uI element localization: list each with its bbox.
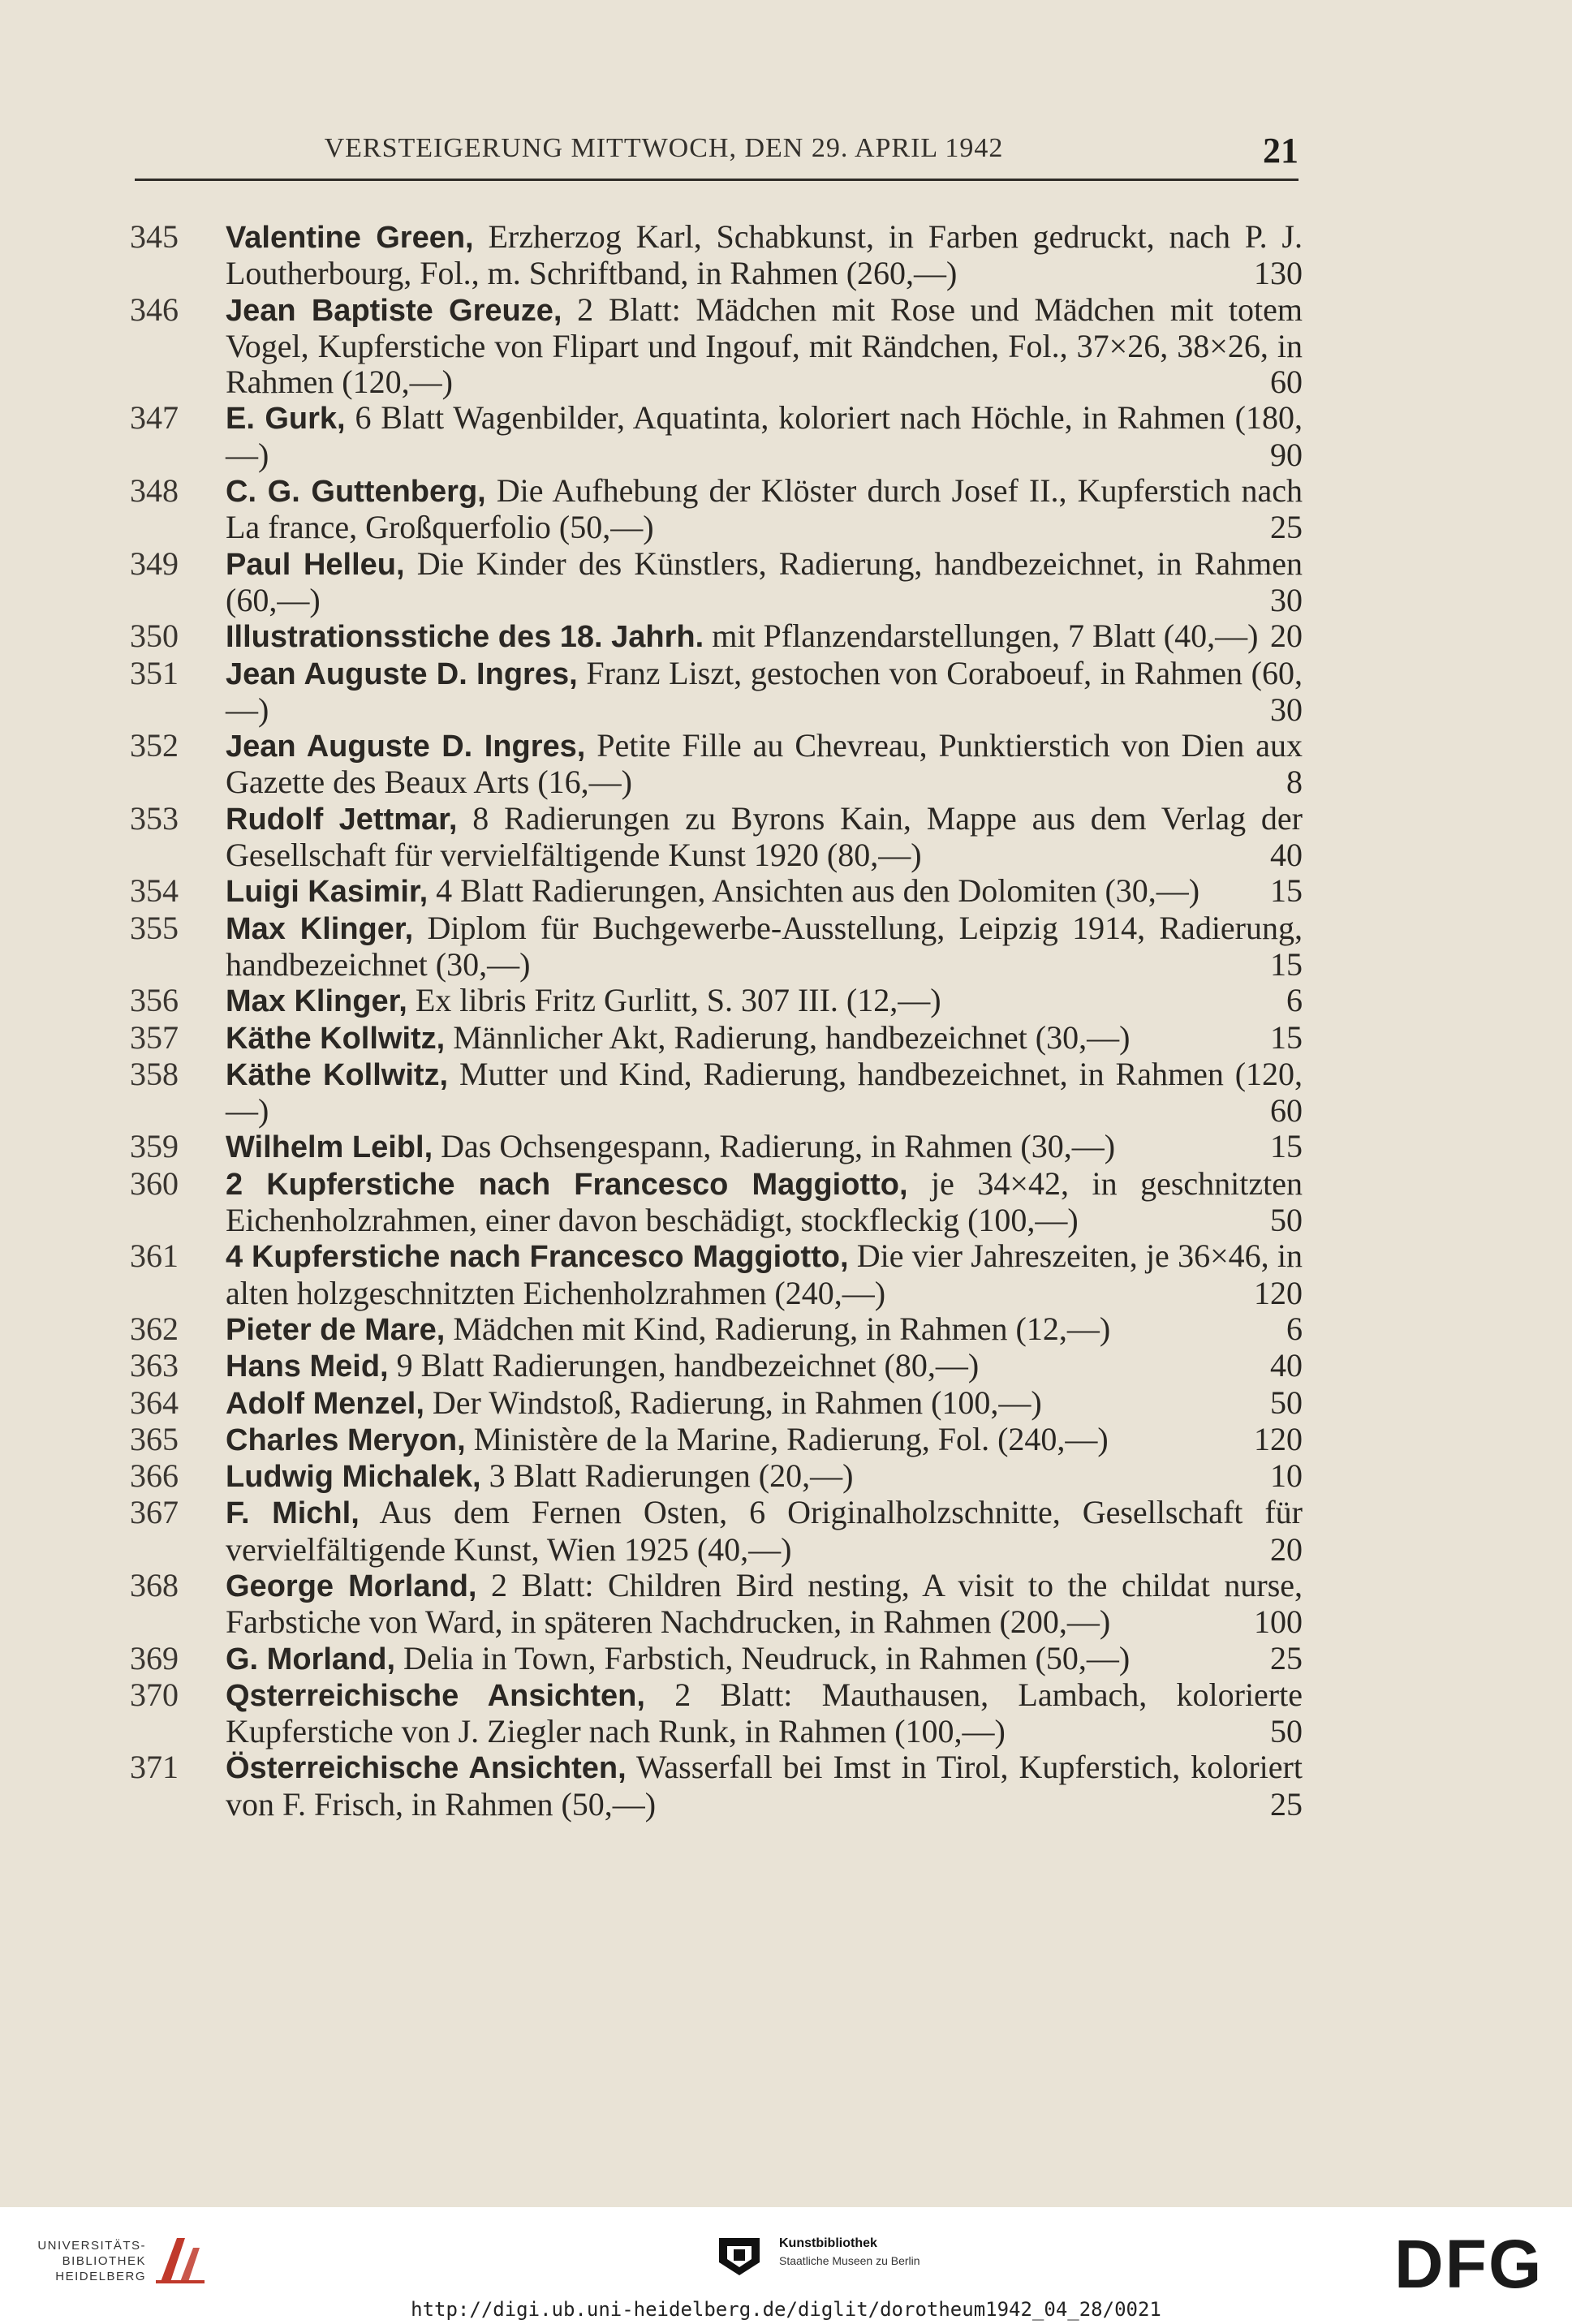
lot-number: 351 (130, 654, 179, 691)
lot-price: 60 (1270, 364, 1303, 401)
artist-name: E. Gurk, (226, 402, 346, 437)
artist-name: Rudolf Jettmar, (226, 802, 458, 837)
lot-description (226, 728, 1303, 801)
lot-price: 6 (1286, 982, 1303, 1019)
page-number: 21 (1263, 131, 1299, 170)
lot-price: 6 (1286, 1310, 1303, 1347)
dfg-logo[interactable]: DFG (1394, 2226, 1544, 2302)
artist-name: Jean Auguste D. Ingres, (226, 729, 586, 764)
footer (0, 2207, 1572, 2324)
lot-number: 356 (130, 982, 179, 1019)
lot-number: 367 (130, 1494, 179, 1531)
artist-name: Qsterreichische Ansichten, (226, 1678, 645, 1713)
lot-details: mit Pflanzendarstellungen, 7 Blatt (40,—) (712, 618, 1259, 655)
lot-details: Franz Liszt, gestochen von Coraboeuf, in Rahmen (60,—) (226, 654, 1303, 728)
kunstbibliothek-name: Kunstbibliothek (779, 2236, 877, 2250)
lot-number: 355 (130, 909, 179, 946)
lot-details: Männlicher Akt, Radierung, handbezeichnet (30,—) (453, 1018, 1131, 1056)
lot-number: 364 (130, 1384, 179, 1421)
lot-details: Ministère de la Marine, Radierung, Fol. (240,—) (473, 1420, 1109, 1457)
catalogue-entry (130, 801, 1303, 874)
lot-number: 349 (130, 544, 179, 582)
lot-price: 25 (1270, 509, 1303, 546)
lot-description (226, 1385, 1303, 1422)
artist-name: Jean Auguste D. Ingres, (226, 656, 578, 691)
lot-details: Das Ochsengespann, Radierung, in Rahmen (30,—) (441, 1128, 1116, 1165)
lot-number: 346 (130, 290, 179, 328)
kunstbibliothek-mark-icon (719, 2238, 760, 2275)
lot-details: 2 Blatt: Mädchen mit Rose und Mädchen mit totem Vogel, Kupferstiche von Flipart und Ingouf, mit Rändchen, Fol., 37×26, 38×26, in Rahmen (120,—) (226, 290, 1303, 401)
catalogue-entry (130, 728, 1303, 801)
university-name: UNIVERSITÄTS- BIBLIOTHEK HEIDELBERG (37, 2239, 146, 2283)
lot-price: 30 (1270, 581, 1303, 618)
lot-description (226, 1166, 1303, 1239)
lot-number: 371 (130, 1749, 179, 1786)
lot-price: 120 (1254, 1420, 1303, 1457)
catalogue-entry (130, 983, 1303, 1019)
kunstbibliothek-logo[interactable] (719, 2230, 1011, 2279)
catalogue-entry (130, 1749, 1303, 1823)
lot-description (226, 1348, 1303, 1384)
lot-price: 40 (1270, 837, 1303, 874)
permalink-url[interactable]: http://digi.ub.uni-heidelberg.de/diglit/dorotheum1942_04_28/0021 (411, 2298, 1161, 2321)
lot-number: 360 (130, 1164, 179, 1202)
catalogue-entry (130, 1238, 1303, 1311)
lot-price: 15 (1270, 1018, 1303, 1056)
catalogue-entry (130, 473, 1303, 546)
lot-description (226, 618, 1303, 655)
catalogue-entry (130, 1166, 1303, 1239)
lot-description (226, 1458, 1303, 1495)
lot-number: 358 (130, 1055, 179, 1092)
artist-name: Max Klinger, (226, 984, 407, 1019)
lot-description (226, 983, 1303, 1019)
lot-description (226, 219, 1303, 292)
lot-price: 15 (1270, 1128, 1303, 1165)
catalogue-list (130, 219, 1303, 1823)
lot-price: 15 (1270, 872, 1303, 910)
lot-number: 353 (130, 799, 179, 837)
artist-name: Illustrationsstiche des 18. Jahrh. (226, 620, 704, 655)
lot-price: 100 (1254, 1603, 1303, 1641)
lot-number: 350 (130, 618, 179, 655)
lot-number: 361 (130, 1237, 179, 1275)
catalogue-entry (130, 292, 1303, 401)
lot-price: 15 (1270, 945, 1303, 983)
lot-description (226, 1238, 1303, 1311)
artist-name: Max Klinger, (226, 911, 414, 946)
catalogue-entry (130, 219, 1303, 292)
lot-details: 4 Blatt Radierungen, Ansichten aus den Dolomiten (30,—) (436, 872, 1200, 910)
artist-name: Wilhelm Leibl, (226, 1130, 433, 1165)
artist-name: George Morland, (226, 1569, 477, 1603)
catalogue-entry (130, 1348, 1303, 1384)
artist-name: Jean Baptiste Greuze, (226, 293, 562, 328)
lot-number: 348 (130, 472, 179, 510)
lot-details: je 34×42, in geschnitzten Eichenholzrahmen, einer davon beschädigt, stockfleckig (100,—) (226, 1164, 1303, 1239)
lot-price: 20 (1270, 618, 1303, 655)
lot-description (226, 1422, 1303, 1458)
lot-number: 354 (130, 872, 179, 910)
lot-number: 347 (130, 399, 179, 437)
catalogue-entry (130, 546, 1303, 619)
lot-description (226, 1057, 1303, 1130)
lot-number: 352 (130, 727, 179, 764)
lot-price: 8 (1286, 764, 1303, 801)
lot-description (226, 1311, 1303, 1348)
artist-name: C. G. Guttenberg, (226, 475, 486, 510)
catalogue-entry (130, 1311, 1303, 1348)
lot-details: Erzherzog Karl, Schabkunst, in Farben gedruckt, nach P. J. Loutherbourg, Fol., m. Schriftband, in Rahmen (260,—) (226, 218, 1303, 292)
lot-details: Aus dem Fernen Osten, 6 Originalholzschnitte, Gesellschaft für vervielfältigende Kunst, Wien 1925 (40,—) (226, 1494, 1303, 1568)
lot-details: Diplom für Buchgewerbe-Ausstellung, Leipzig 1914, Radierung, handbezeichnet (30,—) (226, 909, 1303, 983)
catalogue-entry (130, 1020, 1303, 1057)
lot-details: Delia in Town, Farbstich, Neudruck, in Rahmen (50,—) (403, 1639, 1131, 1676)
lot-description (226, 1749, 1303, 1823)
lot-number: 357 (130, 1018, 179, 1056)
artist-name: Ludwig Michalek, (226, 1460, 481, 1495)
lot-description (226, 1129, 1303, 1165)
heidelberg-mark-icon (153, 2231, 209, 2288)
catalogue-entry (130, 1129, 1303, 1165)
lot-number: 368 (130, 1566, 179, 1603)
lot-details: Die Kinder des Künstlers, Radierung, handbezeichnet, in Rahmen (60,—) (226, 544, 1303, 618)
catalogue-entry (130, 910, 1303, 983)
lot-description (226, 473, 1303, 546)
lot-number: 370 (130, 1676, 179, 1713)
catalogue-entry (130, 618, 1303, 655)
lot-details: Die vier Jahreszeiten, je 36×46, in alten holzgeschnitzten Eichenholzrahmen (240,—) (226, 1237, 1303, 1311)
artist-name: Käthe Kollwitz, (226, 1021, 446, 1056)
lot-description (226, 546, 1303, 619)
lot-details: Petite Fille au Chevreau, Punktierstich von Dien aux Gazette des Beaux Arts (16,—) (226, 727, 1303, 801)
lot-details: Der Windstoß, Radierung, in Rahmen (100,—) (432, 1384, 1042, 1421)
catalogue-entry (130, 400, 1303, 473)
lot-description (226, 1641, 1303, 1677)
lot-number: 362 (130, 1310, 179, 1347)
lot-details: 2 Blatt: Children Bird nesting, A visit to the childat nurse, Farbstiche von Ward, in späteren Nachdrucken, in Rahmen (200,—) (226, 1566, 1303, 1641)
lot-details: Mutter und Kind, Radierung, handbezeichnet, in Rahmen (120,—) (226, 1055, 1303, 1130)
catalogue-entry (130, 1422, 1303, 1458)
lot-details: 9 Blatt Radierungen, handbezeichnet (80,—) (396, 1347, 980, 1384)
lot-number: 363 (130, 1347, 179, 1384)
artist-name: 4 Kupferstiche nach Francesco Maggiotto, (226, 1240, 849, 1275)
lot-description (226, 292, 1303, 401)
lot-details: 2 Blatt: Mauthausen, Lambach, kolorierte Kupferstiche von J. Ziegler nach Runk, in Rahmen (100,—) (226, 1676, 1303, 1750)
lot-price: 10 (1270, 1457, 1303, 1495)
catalogue-entry (130, 1057, 1303, 1130)
lot-details: Mädchen mit Kind, Radierung, in Rahmen (12,—) (453, 1310, 1111, 1347)
lot-number: 359 (130, 1128, 179, 1165)
artist-name: Pieter de Mare, (226, 1312, 446, 1347)
artist-name: Valentine Green, (226, 221, 474, 255)
lot-description (226, 910, 1303, 983)
lot-price: 25 (1270, 1639, 1303, 1676)
lot-price: 50 (1270, 1713, 1303, 1750)
lot-price: 40 (1270, 1347, 1303, 1384)
lot-price: 60 (1270, 1092, 1303, 1130)
artist-name: G. Morland, (226, 1642, 395, 1676)
lot-number: 365 (130, 1420, 179, 1457)
lot-details: Die Aufhebung der Klöster durch Josef II., Kupferstich nach La france, Großquerfolio (50,—) (226, 472, 1303, 546)
artist-name: Luigi Kasimir, (226, 875, 429, 910)
lot-price: 120 (1254, 1274, 1303, 1311)
lot-description (226, 1568, 1303, 1641)
lot-price: 90 (1270, 436, 1303, 473)
lot-description (226, 656, 1303, 729)
lot-number: 345 (130, 218, 179, 255)
artist-name: 2 Kupferstiche nach Francesco Maggiotto, (226, 1167, 908, 1202)
lot-price: 20 (1270, 1530, 1303, 1568)
lot-description (226, 1020, 1303, 1057)
lot-details: Ex libris Fritz Gurlitt, S. 307 III. (12,—) (415, 982, 941, 1019)
heidelberg-logo[interactable] (24, 2231, 219, 2288)
artist-name: Käthe Kollwitz, (226, 1057, 449, 1092)
artist-name: Charles Meryon, (226, 1422, 466, 1457)
lot-price: 50 (1270, 1384, 1303, 1421)
running-head (135, 130, 1299, 181)
artist-name: Paul Helleu, (226, 547, 405, 582)
lot-price: 130 (1254, 255, 1303, 292)
catalogue-entry (130, 1458, 1303, 1495)
lot-price: 25 (1270, 1785, 1303, 1823)
artist-name: Hans Meid, (226, 1349, 389, 1384)
catalogue-entry (130, 656, 1303, 729)
lot-description (226, 400, 1303, 473)
lot-description (226, 873, 1303, 910)
lot-price: 30 (1270, 691, 1303, 728)
catalogue-entry (130, 1385, 1303, 1422)
lot-description (226, 1677, 1303, 1750)
artist-name: Adolf Menzel, (226, 1386, 424, 1421)
catalogue-entry (130, 873, 1303, 910)
lot-number: 366 (130, 1457, 179, 1495)
lot-details: 3 Blatt Radierungen (20,—) (489, 1457, 854, 1495)
catalogue-entry (130, 1641, 1303, 1677)
lot-description (226, 801, 1303, 874)
catalogue-entry (130, 1677, 1303, 1750)
lot-details: Wasserfall bei Imst in Tirol, Kupferstich, koloriert von F. Frisch, in Rahmen (50,—) (226, 1749, 1303, 1823)
lot-details: 6 Blatt Wagenbilder, Aquatinta, koloriert nach Höchle, in Rahmen (180,—) (226, 399, 1303, 473)
catalogue-entry (130, 1568, 1303, 1641)
lot-number: 369 (130, 1639, 179, 1676)
lot-details: 8 Radierungen zu Byrons Kain, Mappe aus dem Verlag der Gesellschaft für vervielfältigende Kunst 1920 (80,—) (226, 799, 1303, 874)
catalogue-entry (130, 1495, 1303, 1568)
lot-description (226, 1495, 1303, 1568)
running-title: VERSTEIGERUNG MITTWOCH, DEN 29. APRIL 1942 (324, 133, 1004, 163)
lot-price: 50 (1270, 1202, 1303, 1239)
kunstbibliothek-subtitle: Staatliche Museen zu Berlin (779, 2254, 920, 2267)
artist-name: Österreichische Ansichten, (226, 1751, 627, 1786)
artist-name: F. Michl, (226, 1496, 360, 1531)
